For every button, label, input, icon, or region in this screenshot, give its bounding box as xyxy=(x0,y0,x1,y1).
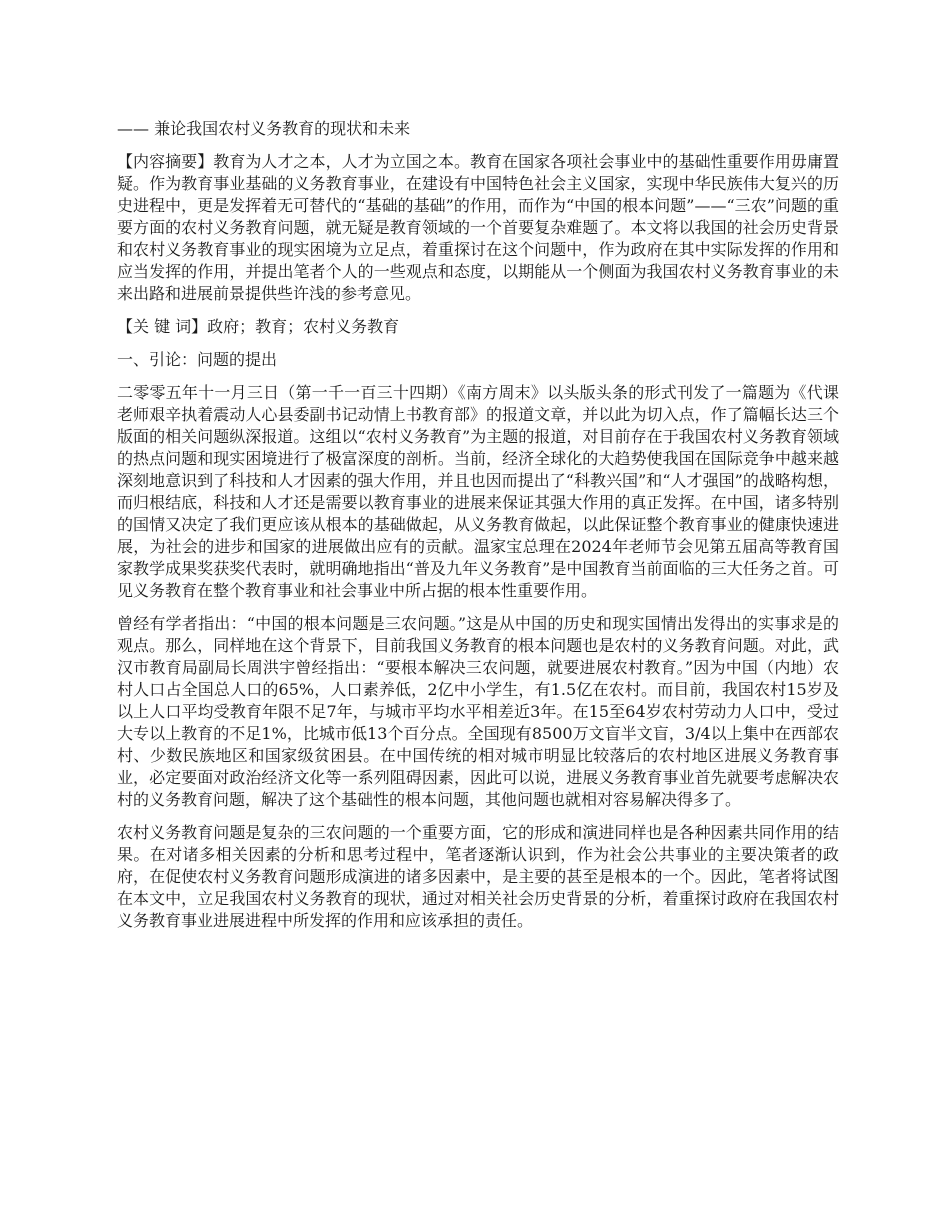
body-paragraph-1: 二零零五年十一月三日（第一千一百三十四期）《南方周末》以头版头条的形式刊发了一篇题为《代课老师艰辛执着震动人心县委副书记动情上书教育部》的报道文章，并以此为切入点，作了篇幅长达三个版面的相关问题纵深报道。这组以“农村义务教育”为主题的报道，对目前存在于我国农村义务教育领域的热点问题和现实困境进行了极富深度的剖析。当前，经济全球化的大趋势使我国在国际竞争中越来越深刻地意识到了科技和人才因素的强大作用，并且也因而提出了“科教兴国”和“人才强国”的战略构想，而归根结底，科技和人才还是需要以教育事业的进展来保证其强大作用的真正发挥。在中国，诸多特别的国情又决定了我们更应该从根本的基础做起，从义务教育做起，以此保证整个教育事业的健康快速进展，为社会的进步和国家的进展做出应有的贡献。温家宝总理在2024年老师节会见第五届高等教育国家教学成果奖获奖代表时，就明确地指出“普及九年义务教育”是中国教育当前面临的三大任务之首。可见义务教育在整个教育事业和社会事业中所占据的根本性重要作用。 xyxy=(117,383,839,600)
body-paragraph-3: 农村义务教育问题是复杂的三农问题的一个重要方面，它的形成和演进同样也是各种因素共同作用的结果。在对诸多相关因素的分析和思考过程中，笔者逐渐认识到，作为社会公共事业的主要决策者的政府，在促使农村义务教育问题形成演进的诸多因素中，是主要的甚至是根本的一个。因此，笔者将试图在本文中，立足我国农村义务教育的现状，通过对相关社会历史背景的分析，着重探讨政府在我国农村义务教育事业进展进程中所发挥的作用和应该承担的责任。 xyxy=(117,823,839,930)
keywords-line: 【关 键 词】政府；教育；农村义务教育 xyxy=(117,317,400,336)
abstract-paragraph: 【内容摘要】教育为人才之本，人才为立国之本。教育在国家各项社会事业中的基础性重要作用毋庸置疑。作为教育事业基础的义务教育事业，在建设有中国特色社会主义国家，实现中华民族伟大复兴的历史进程中，更是发挥着无可替代的“基础的基础”的作用，而作为“中国的根本问题”——“三农”问题的重要方面的农村义务教育问题，就无疑是教育领域的一个首要复杂难题了。本文将以我国的社会历史背景和农村义务教育事业的现实困境为立足点，着重探讨在这个问题中，作为政府在其中实际发挥的作用和应当发挥的作用，并提出笔者个人的一些观点和态度，以期能从一个侧面为我国农村义务教育事业的未来出路和进展前景提供些许浅的参考意见。 xyxy=(117,152,839,303)
document-subtitle: —— 兼论我国农村义务教育的现状和未来 xyxy=(117,119,411,138)
document-page xyxy=(117,118,839,943)
body-paragraph-2: 曾经有学者指出：“中国的根本问题是三农问题。”这是从中国的历史和现实国情出发得出的实事求是的观点。那么，同样地在这个背景下，目前我国义务教育的根本问题也是农村的义务教育问题。对此，武汉市教育局副局长周洪宇曾经指出：“要根本解决三农问题，就要进展农村教育。”因为中国（内地）农村人口占全国总人口的65%，人口素养低，2亿中小学生，有1.5亿在农村。而目前，我国农村15岁及以上人口平均受教育年限不足7年，与城市平均水平相差近3年。在15至64岁农村劳动力人口中，受过大专以上教育的不足1%，比城市低13个百分点。全国现有8500万文盲半文盲，3/4以上集中在西部农村、少数民族地区和国家级贫困县。在中国传统的相对城市明显比较落后的农村地区进展义务教育事业，必定要面对政治经济文化等一系列阻碍因素，因此可以说，进展义务教育事业首先就要考虑解决农村的义务教育问题，解决了这个基础性的根本问题，其他问题也就相对容易解决得多了。 xyxy=(117,614,839,809)
section-heading: 一、引论：问题的提出 xyxy=(117,350,278,369)
